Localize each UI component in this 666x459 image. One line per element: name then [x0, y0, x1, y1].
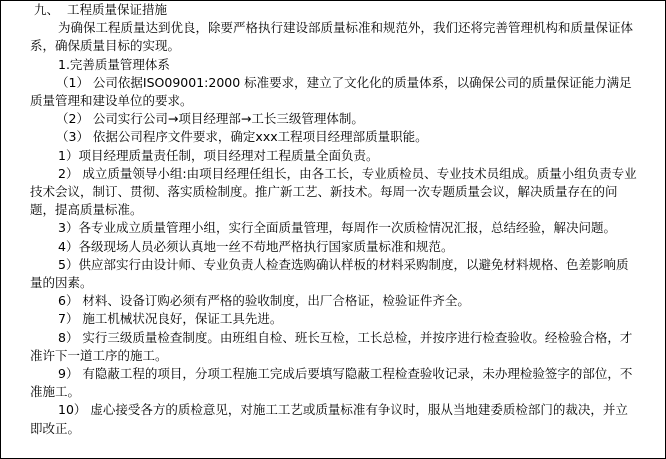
list-item: 1）项目经理质量责任制，项目经理对工程质量全面负责。: [58, 147, 379, 163]
section-heading: 九、 工程质量保证措施: [34, 2, 167, 17]
list-item: 5）供应部实行由设计师、专业负责人检查选购确认样板的材料采购制度，以避免材料规格、色差影响质量的因素。: [30, 256, 629, 291]
list-item: （2） 公司实行公司→项目经理部→工长三级管理体制。: [56, 111, 364, 127]
list-item: （1） 公司依据ISO09001:2000 标准要求，建立了文化化的质量体系，以确保公司的质量保证能力满足质量管理和建设单位的要求。: [30, 74, 632, 109]
list-item: 3）各专业成立质量管理小组，实行全面质量管理，每周作一次质检情况汇报，总结经验，解决问题。: [58, 220, 616, 236]
list-item: 4）各级现场人员必须认真地一丝不苟地严格执行国家质量标准和规范。: [58, 238, 454, 254]
list-item: 6） 材料、设备订购必须有严格的验收制度，出厂合格证，检验证件齐全。: [58, 293, 470, 309]
list-item: 8） 实行三级质量检查制度。由班组自检、班长互检，工长总检，并按序进行检查验收。经检验合格，才准许下一道工序的施工。: [30, 329, 633, 363]
list-item: 9） 有隐蔽工程的项目，分项工程施工完成后要填写隐蔽工程检查验收记录，未办理检验签字的部位，不准施工。: [30, 366, 633, 400]
list-item: （3） 依据公司程序文件要求，确定xxx工程项目经理部质量职能。: [56, 129, 428, 145]
list-item: 2） 成立质量领导小组:由项目经理任组长，由各工长，专业质检员、专业技术员组成。质量小组负责专业技术会议，制订、贯彻、落实质检制度。推广新工艺、新技术。每周一次专题质量会议，解决质量存在的问题，提高质量标准。: [30, 165, 637, 218]
intro-paragraph: 为确保工程质量达到优良，除要严格执行建设部质量标准和规范外，我们还将完善管理机构和质量保证体系，确保质量目标的实现。: [30, 20, 634, 54]
document-body: [30, 1, 640, 438]
list-item: 7） 施工机械状况良好，保证工具先进。: [58, 311, 283, 327]
subsection-title: 1.完善质量管理体系: [58, 56, 170, 72]
list-item: 10） 虚心接受各方的质检意见，对施工工艺或质量标准有争议时，服从当地建委质检部门的裁决，并立即改正。: [30, 402, 628, 436]
